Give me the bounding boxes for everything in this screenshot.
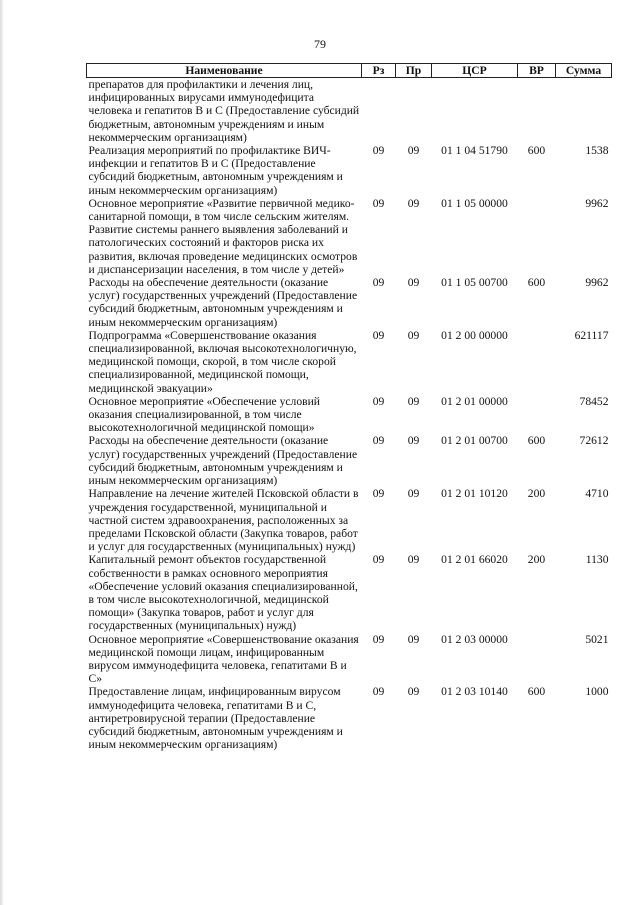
row-rz: 09 [372, 487, 385, 501]
row-csr: 01 2 01 00000 [441, 394, 508, 408]
table-row [87, 395, 612, 435]
page-number: 79 [314, 37, 326, 51]
row-rz: 09 [372, 553, 385, 567]
row-vr [518, 395, 556, 435]
row-csr: 01 2 01 00700 [441, 434, 508, 448]
row-sum: 4710 [585, 487, 609, 501]
header-rz: Рз [362, 64, 396, 78]
row-name: Основное мероприятие «Развитие первичной медико-санитарной помощи, в том числе сельским жителям. Развитие системы раннего выявления заболеваний и патологических состояний и факторов риска их развития, включая проведение медицинских осмотров и диспансеризации населения, в том числе у детей» [88, 196, 358, 276]
header-vr: ВР [518, 64, 556, 78]
row-pr: 09 [407, 394, 420, 408]
row-pr: 09 [407, 144, 420, 158]
row-vr: 600 [527, 276, 546, 290]
row-rz [362, 78, 396, 145]
scan-edge-shadow [0, 0, 4, 905]
row-sum: 1130 [585, 553, 609, 567]
row-pr: 09 [407, 276, 420, 290]
table-row [87, 434, 612, 487]
table-row [87, 197, 612, 276]
row-sum: 1538 [585, 144, 609, 158]
row-name: Основное мероприятие «Совершенствование оказания медицинской помощи лицам, инфицированным вирусом иммунодефицита человека, гепатитами В и С» [88, 632, 359, 686]
row-rz: 09 [372, 394, 385, 408]
row-name: Расходы на обеспечение деятельности (оказание услуг) государственных учреждений (Предоставление субсидий бюджетным, автономным учреждениям и иным некоммерческим организациям) [88, 434, 358, 488]
row-rz: 09 [372, 196, 385, 210]
header-pr: Пр [396, 64, 432, 78]
row-csr [432, 78, 518, 145]
table-row [87, 329, 612, 395]
header-csr: ЦСР [432, 64, 518, 78]
row-name: Расходы на обеспечение деятельности (оказание услуг) государственных учреждений (Предоставление субсидий бюджетным, автономным учреждениям и иным некоммерческим организациям) [88, 276, 358, 329]
row-vr [518, 197, 556, 276]
row-pr: 09 [407, 632, 420, 646]
row-name: Направление на лечение жителей Псковской области в учреждения государственной, муниципальной и частной систем здравоохранения, расположенных за пределами Псковской области (Закупка товаров, работ и услуг для государственных (муниципальных) нужд) [88, 487, 359, 554]
row-pr: 09 [407, 685, 420, 699]
row-name: Подпрограмма «Совершенствование оказания специализированной, включая высокотехнологичную, медицинской помощи, скорой, в том числе скорой специализированной, медицинской помощи, медицинской эвакуации» [88, 328, 357, 395]
row-vr: 600 [527, 685, 546, 699]
row-sum: 1000 [585, 685, 609, 699]
row-sum [556, 78, 612, 145]
table-row [87, 276, 612, 329]
row-vr [518, 329, 556, 395]
table-row [87, 553, 612, 632]
row-pr: 09 [407, 553, 420, 567]
row-rz: 09 [372, 632, 385, 646]
row-vr: 600 [527, 144, 546, 158]
row-vr: 200 [527, 553, 546, 567]
row-sum: 5021 [585, 632, 609, 646]
row-rz: 09 [372, 276, 385, 290]
row-csr: 01 2 01 10120 [441, 487, 508, 501]
row-name: Предоставление лицам, инфицированным вирусом иммунодефицита человека, гепатитами В и С, антиретровирусной терапии (Предоставление субсидий бюджетным, автономным учреждениям и иным некоммерческим организациям) [88, 685, 343, 752]
table-header-row [87, 64, 612, 78]
header-name: Наименование [87, 64, 362, 78]
row-csr: 01 2 03 00000 [441, 632, 508, 646]
row-rz: 09 [372, 144, 385, 158]
row-csr: 01 1 04 51790 [441, 144, 508, 158]
row-sum: 9962 [585, 276, 609, 290]
row-csr: 01 2 01 66020 [441, 553, 508, 567]
row-csr: 01 1 05 00700 [441, 276, 508, 290]
row-name: Реализация мероприятий по профилактике ВИЧ-инфекции и гепатитов В и С (Предоставление субсидий бюджетным, автономным учреждениям и иным некоммерческим организациям) [88, 144, 343, 197]
table-row [87, 144, 612, 197]
row-sum: 72612 [579, 434, 609, 448]
row-vr [518, 633, 556, 686]
table-row [87, 487, 612, 553]
row-rz: 09 [372, 685, 385, 699]
row-pr: 09 [407, 196, 420, 210]
row-csr: 01 2 00 00000 [441, 328, 508, 342]
row-csr: 01 2 03 10140 [441, 685, 508, 699]
row-sum: 9962 [585, 196, 609, 210]
row-vr: 600 [527, 434, 546, 448]
row-rz: 09 [372, 434, 385, 448]
row-pr [396, 78, 432, 145]
row-name: препаратов для профилактики и лечения лиц, инфицированных вирусами иммунодефицита человека и гепатитов В и С (Предоставление субсидий бюджетным, автономным учреждениям и иным некоммерческим организациям) [88, 78, 360, 144]
budget-table [86, 63, 612, 751]
row-pr: 09 [407, 487, 420, 501]
table-row [87, 685, 612, 751]
table-row [87, 633, 612, 686]
row-csr: 01 1 05 00000 [441, 196, 508, 210]
row-pr: 09 [407, 434, 420, 448]
table-row [87, 78, 612, 145]
row-sum: 78452 [579, 394, 609, 408]
row-vr [518, 78, 556, 145]
header-sum: Сумма [556, 64, 612, 78]
row-rz: 09 [372, 328, 385, 342]
row-vr: 200 [527, 487, 546, 501]
row-sum: 621117 [574, 328, 609, 342]
row-name: Капитальный ремонт объектов государственной собственности в рамках основного мероприятия «Обеспечение условий оказания специализированной, в том числе высокотехнологичной, медицинской помощи» (Закупка товаров, работ и услуг для государственных (муниципальных) нужд) [88, 553, 358, 633]
row-name: Основное мероприятие «Обеспечение условий оказания специализированной, в том числе высокотехнологичной медицинской помощи» [88, 394, 321, 435]
row-pr: 09 [407, 328, 420, 342]
